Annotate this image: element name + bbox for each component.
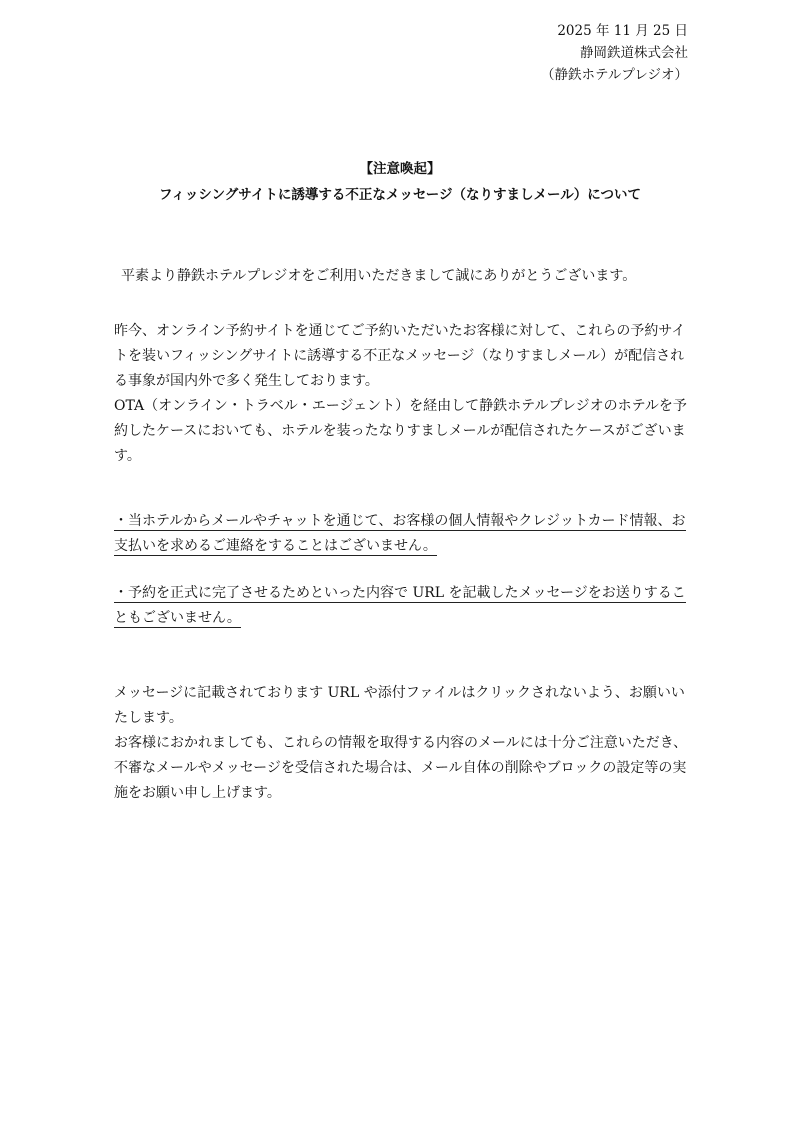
- body-paragraph: OTA（オンライン・トラベル・エージェント）を経由して静鉄ホテルプレジオのホテルを予約したケースにおいても、ホテルを装ったなりすましメールが配信されたケースがございます。: [114, 398, 687, 464]
- company-name: 静岡鉄道株式会社: [580, 45, 688, 61]
- body-section-1: [114, 319, 688, 469]
- body-paragraph: メッセージに記載されております URL や添付ファイルはクリックされないよう、お願いいたします。: [114, 685, 685, 726]
- body-section-2: [114, 681, 688, 806]
- warning-notice-text: ・予約を正式に完了させるためといった内容で URL を記載したメッセージをお送りすることもございません。: [114, 585, 686, 626]
- notice-heading: 【注意喚起】: [359, 161, 441, 177]
- issue-date: 2025 年 11 月 25 日: [557, 23, 688, 39]
- notice-title: フィッシングサイトに誘導する不正なメッセージ（なりすましメール）について: [158, 187, 642, 203]
- greeting-text: 平素より静鉄ホテルプレジオをご利用いただきまして誠にありがとうございます。: [121, 268, 637, 284]
- issuer-block: [541, 20, 688, 86]
- body-paragraph: 昨今、オンライン予約サイトを通じてご予約いただいたお客様に対して、これらの予約サイトを装いフィッシングサイトに誘導する不正なメッセージ（なりすましメール）が配信される事象が国内外で多く発生しております。: [114, 323, 686, 389]
- warning-notice: [114, 509, 688, 559]
- body-paragraph: お客様におかれましても、これらの情報を取得する内容のメールには十分ご注意いただき、不審なメールやメッセージを受信された場合は、メール自体の削除やブロックの設定等の実施をお願い申し上げます。: [114, 735, 688, 801]
- warning-notice-text: ・当ホテルからメールやチャットを通じて、お客様の個人情報やクレジットカード情報、お支払いを求めるご連絡をすることはございません。: [114, 513, 686, 554]
- hotel-name: （静鉄ホテルプレジオ）: [541, 67, 688, 83]
- warning-notice: [114, 581, 688, 631]
